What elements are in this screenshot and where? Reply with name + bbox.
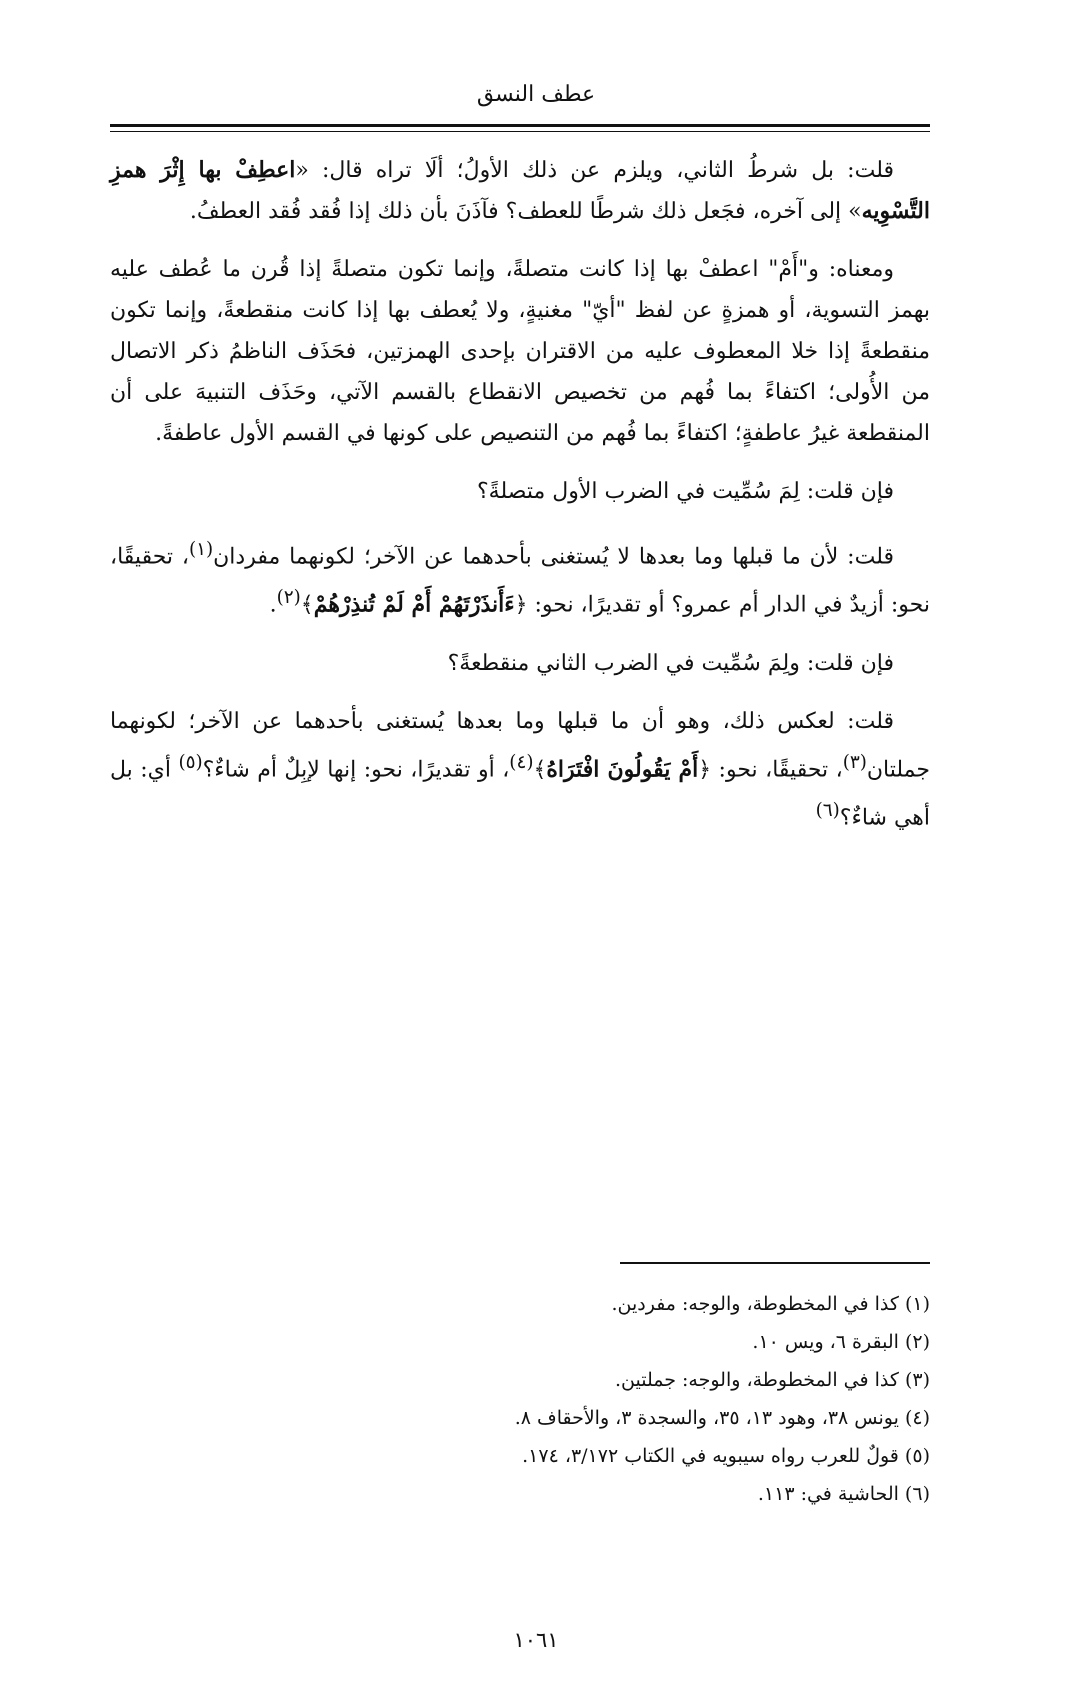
p4-text-b: ، تحقيقًا، نحو: أزيدٌ في الدار أم عمرو؟ أو تقديرًا، نحو: ﴿ [110, 544, 930, 618]
p6-text-d: ، أو تقديرًا، نحو: إنها لإبِلٌ أم شاءٌ؟ [202, 756, 510, 782]
footnote-1: (١) كذا في المخطوطة، والوجه: مفردين. [611, 1293, 930, 1315]
p4-text-a: قلت: لأن ما قبلها وما بعدها لا يُستغنى بأحدهما عن الآخر؛ لكونهما مفردان [213, 544, 894, 570]
footnote-ref-6[interactable]: (٦) [815, 799, 840, 821]
footnote-ref-5[interactable]: (٥) [178, 751, 203, 773]
p6-text-e: أي: بل أهي شاءٌ؟ [110, 756, 930, 831]
header-rule-thick [110, 124, 930, 127]
footnote-ref-4[interactable]: (٤) [509, 751, 534, 773]
paragraph-1 [110, 150, 930, 232]
running-header: عطف النسق [476, 82, 596, 107]
quran-quote-1: ءَأَنذَرْتَهُمْ أَمْ لَمْ تُنذِرْهُمْ [313, 591, 515, 618]
footnote-6: (٦) الحاشية في: ١١٣. [757, 1483, 930, 1505]
footnote-5: (٥) قولٌ للعرب رواه سيبويه في الكتاب ٣/١٧٢، ١٧٤. [522, 1445, 930, 1467]
p1-text-b: » إلى آخره، فجَعل ذلك شرطًا للعطف؟ فآذَنَ بأن ذلك إذا فُقد فُقد العطفُ. [189, 199, 862, 224]
footnote-4: (٤) يونس ٣٨، وهود ١٣، ٣٥، والسجدة ٣، والأحقاف ٨. [514, 1407, 930, 1429]
quran-quote-2: أَمْ يَقُولُونَ افْتَرَاهُ [546, 755, 699, 782]
footnotes [110, 1285, 930, 1513]
paragraph-3: فإن قلت: لِمَ سُمِّيت في الضرب الأول متصلةً؟ [476, 479, 894, 504]
p6-text-b: ، تحقيقًا، نحو: ﴿ [698, 756, 843, 782]
footnote-ref-2[interactable]: (٢) [276, 587, 301, 609]
p6-text-a: قلت: لعكس ذلك، وهو أن ما قبلها وما بعدها يُستغنى بأحدهما عن الآخر؛ لكونهما جملتان [110, 708, 930, 782]
paragraph-6 [110, 701, 930, 839]
page-number: ١٠٦١ [513, 1628, 559, 1652]
p6-text-c: ﴾ [533, 756, 547, 782]
p4-text-c: ﴾ [300, 592, 314, 618]
paragraph-5: فإن قلت: ولِمَ سُمِّيت في الضرب الثاني منقطعةً؟ [447, 650, 894, 676]
verse-quote: اعطِفْ بها إِثْرَ همزِ التَّسْوِيه [110, 157, 930, 224]
paragraph-4 [110, 529, 930, 626]
main-text [110, 150, 930, 855]
footnote-3: (٣) كذا في المخطوطة، والوجه: جملتين. [614, 1369, 930, 1391]
footnote-ref-1[interactable]: (١) [188, 539, 214, 560]
p1-text-a: قلت: بل شرطُ الثاني، ويلزم عن ذلك الأولُ؛ ألَا تراه قال: « [295, 158, 894, 183]
header-rule-thin [110, 131, 930, 132]
footnote-separator [620, 1262, 930, 1264]
footnote-2: (٢) البقرة ٦، ويس ١٠. [752, 1331, 930, 1353]
p4-text-d: . [269, 592, 277, 618]
paragraph-2: ومعناه: و"أَمْ" اعطفْ بها إذا كانت متصلةً، وإنما تكون متصلةً إذا قُرن ما عُطف عليه بهمز التسوية، أو همزةٍ عن لفظ "أيّ" مغنيةٍ، ولا يُعطف بها إذا كانت منقطعةً، وإنما تكون منقطعةً إذا خلا المعطوف عليه من الاقتران بإحدى الهمزتين، فحَذَف الناظمُ ذكر الاتصال من الأُولى؛ اكتفاءً بما فُهم من تخصيص الانقطاع بالقسم الآتي، وحَذَف التنبيهَ على أن المنقطعة غيرُ عاطفةٍ؛ اكتفاءً بما فُهم من التنصيص على كونها في القسم الأول عاطفةً. [110, 257, 930, 446]
footnote-ref-3[interactable]: (٣) [842, 751, 867, 773]
